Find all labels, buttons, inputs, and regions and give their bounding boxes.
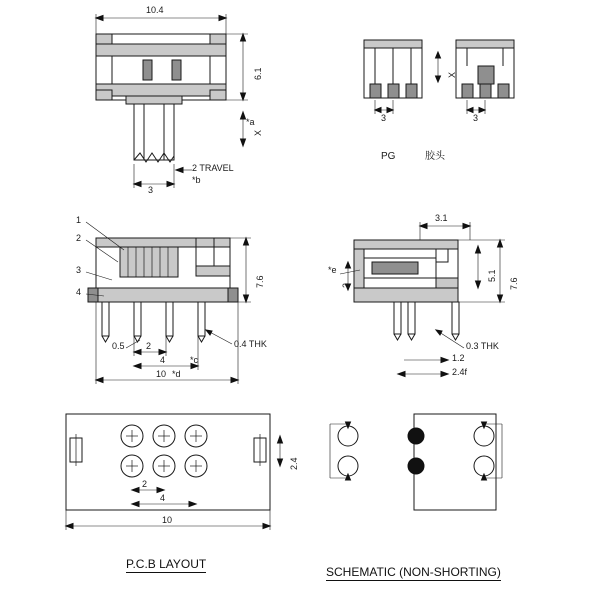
dim-label-body-height-7-6: 7.6 — [255, 275, 265, 288]
dim-label-pad-pitch-2: 2 — [142, 479, 148, 489]
dim-label-height-7-6-side: 7.6 — [509, 277, 519, 290]
caption-rubber-cap: 胶头 — [425, 151, 445, 162]
callout-1: 1 — [76, 215, 82, 225]
dim-label-height-5-1: 5.1 — [487, 269, 497, 282]
dim-label-pin-0-5: 0.5 — [112, 341, 125, 351]
note-label-a: *a — [246, 117, 255, 127]
callout-3: 3 — [76, 265, 82, 275]
callout-2: 2 — [76, 233, 82, 243]
caption-pcb-layout: P.C.B LAYOUT — [126, 558, 206, 573]
note-label-e: *e — [328, 265, 337, 275]
dim-label-top-width-3-1: 3.1 — [435, 213, 448, 223]
dim-label-width-10-4: 10.4 — [146, 5, 164, 15]
dim-label-overall-10: 10 — [156, 369, 167, 379]
dim-label-pin-len-3: 3 — [341, 282, 351, 288]
dim-label-pcb-overall-10: 10 — [162, 515, 173, 525]
dim-label-pitch-left-3: 3 — [381, 113, 387, 123]
note-label-d: *d — [172, 369, 181, 379]
dim-label-pcb-2-4: 2.4 — [289, 457, 299, 470]
dim-label-height-6-1: 6.1 — [253, 67, 263, 80]
dim-label-1-2: 1.2 — [452, 353, 465, 363]
dim-label-thk-0-4: 0.4 THK — [234, 339, 267, 349]
dim-label-pad-span-4: 4 — [160, 493, 166, 503]
dim-label-2-4f: 2.4f — [452, 367, 468, 377]
dim-label-pin-pitch-2: 2 — [146, 341, 152, 351]
caption-pg: PG — [381, 151, 396, 162]
dim-label-lever-width-3: 3 — [148, 185, 154, 195]
dim-label-x-top-view: X — [253, 129, 263, 136]
callout-4: 4 — [76, 287, 82, 297]
dim-label-pitch-right-3: 3 — [473, 113, 479, 123]
dim-label-pin-span-4: 4 — [160, 355, 166, 365]
note-label-b: *b — [192, 175, 201, 185]
note-label-c: *c — [190, 355, 199, 365]
dim-label-thk-0-3: 0.3 THK — [466, 341, 499, 351]
caption-schematic: SCHEMATIC (NON-SHORTING) — [326, 566, 501, 581]
dim-label-travel: 2 TRAVEL — [192, 163, 234, 173]
dim-label-x-detail: X — [447, 71, 457, 78]
